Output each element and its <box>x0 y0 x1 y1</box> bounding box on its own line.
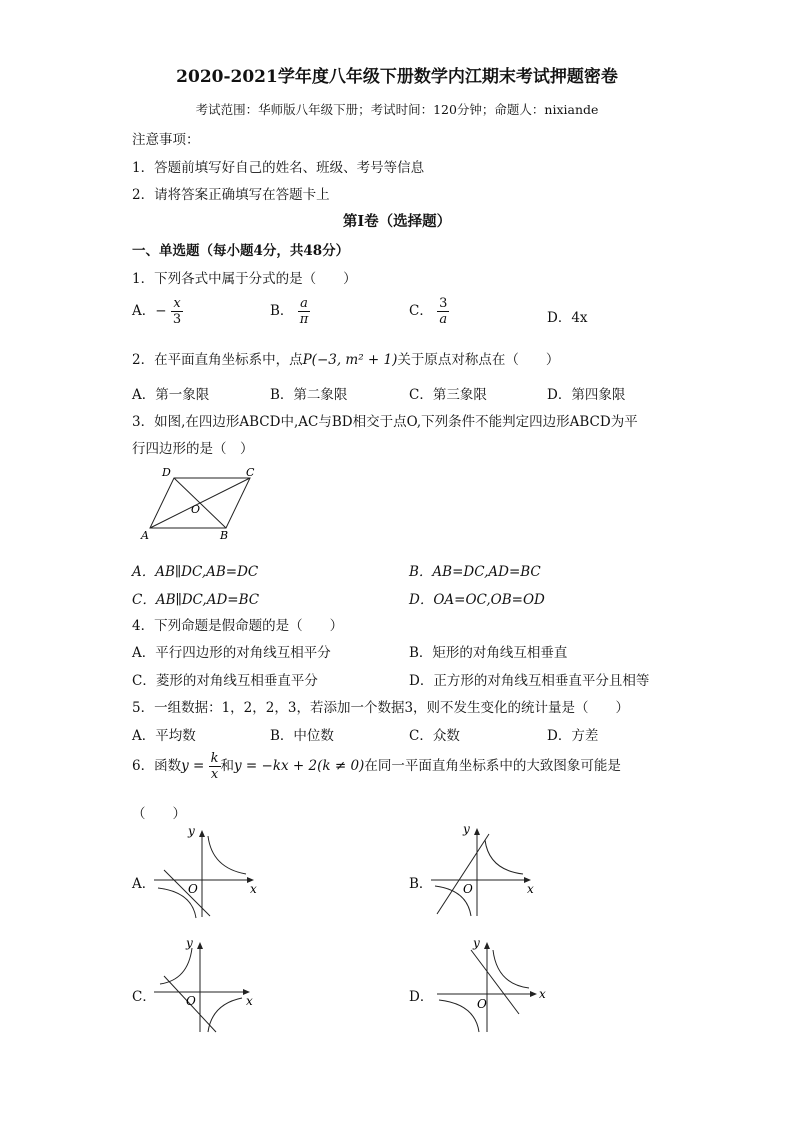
q4-option-a: A．平行四边形的对角线互相平分 <box>132 645 331 661</box>
q6-graph-b <box>427 820 539 920</box>
y-label: y <box>463 822 470 836</box>
q2-stem <box>132 348 559 368</box>
q1-stem: 1．下列各式中属于分式的是（ ） <box>132 271 357 287</box>
q1-b-num: a <box>298 296 311 312</box>
q1-option-d: D．4x <box>547 310 588 326</box>
hyperbola-branch-1 <box>160 948 192 984</box>
note-item-1: 1．答题前填写好自己的姓名、班级、考号等信息 <box>132 160 425 176</box>
hyperbola-branch-1 <box>493 950 529 988</box>
x-arrow <box>530 991 537 997</box>
y-arrow <box>199 830 205 837</box>
q4-stem: 4．下列命题是假命题的是（ ） <box>132 618 344 634</box>
q2-option-c: C．第三象限 <box>409 387 487 403</box>
q1-a-label: A． <box>132 303 156 319</box>
q6-graph-c <box>150 934 262 1034</box>
q2-option-b: B．第二象限 <box>270 387 348 403</box>
q6-func1-fraction <box>209 751 221 782</box>
q6-stem-pre: 6．函数 <box>132 758 182 774</box>
hyperbola-branch-2 <box>208 998 242 1032</box>
q2-point: P(−3, m² + 1) <box>302 352 398 368</box>
q2-option-a: A．第一象限 <box>132 387 210 403</box>
q1-c-den: a <box>439 312 448 327</box>
q1-a-fraction <box>171 296 183 327</box>
label-o: O <box>191 503 201 516</box>
origin-label: O <box>477 997 487 1011</box>
x-label: x <box>539 987 546 1001</box>
note-item-2: 2．请将答案正确填写在答题卡上 <box>132 187 330 203</box>
hyperbola-branch-1 <box>208 836 246 874</box>
q6-graph-a <box>150 822 262 920</box>
exam-subtitle: 考试范围：华师版八年级下册；考试时间：120分钟；命题人：nixiande <box>195 102 599 117</box>
x-label: x <box>250 882 257 896</box>
origin-label: O <box>463 882 473 896</box>
x-label: x <box>527 882 534 896</box>
q6-func1-lhs: y = <box>181 758 205 774</box>
q1-b-den: π <box>299 312 309 327</box>
label-b: B <box>220 529 229 542</box>
hyperbola-branch-1 <box>485 840 523 874</box>
q3-option-a: A．AB∥DC,AB=DC <box>132 564 259 580</box>
q1-b-label: B． <box>270 303 294 319</box>
q2-stem-post: 关于原点对称点在（ ） <box>397 352 560 368</box>
q2-stem-pre: 2．在平面直角坐标系中，点 <box>132 352 303 368</box>
q4-option-c: C．菱形的对角线互相垂直平分 <box>132 673 318 689</box>
y-arrow <box>484 942 490 949</box>
label-a: A <box>141 529 149 542</box>
q6-option-d-label: D． <box>409 989 434 1005</box>
y-arrow <box>197 942 203 949</box>
q6-func1-den: x <box>210 767 219 782</box>
q6-mid: 和 <box>220 758 235 774</box>
q3-option-c: C．AB∥DC,AD=BC <box>132 592 260 608</box>
q1-c-label: C． <box>409 303 433 319</box>
notes-heading: 注意事项： <box>132 132 200 148</box>
q5-option-c: C．众数 <box>409 728 460 744</box>
label-d: D <box>162 466 171 479</box>
q5-option-b: B．中位数 <box>270 728 334 744</box>
q1-option-c <box>409 296 449 327</box>
q6-answer-paren: （ ） <box>132 806 186 822</box>
q2-option-d: D．第四象限 <box>547 387 626 403</box>
y-label: y <box>473 936 480 950</box>
q5-stem: 5．一组数据：1，2，2，3，若添加一个数据3，则不发生变化的统计量是（ ） <box>132 700 630 716</box>
q3-stem-line1: 3．如图,在四边形ABCD中,AC与BD相交于点O,下列条件不能判定四边形ABCD为平 <box>132 414 638 430</box>
q1-b-fraction <box>298 296 311 327</box>
q1-a-num: x <box>171 296 183 312</box>
q6-stem <box>132 751 621 782</box>
q1-a-sign: − <box>155 303 167 319</box>
q6-graph-d <box>427 934 549 1034</box>
hyperbola-branch-2 <box>439 1000 479 1032</box>
q6-stem-post: 在同一平面直角坐标系中的大致图象可能是 <box>364 758 621 774</box>
q4-option-d: D．正方形的对角线互相垂直平分且相等 <box>409 673 650 689</box>
x-label: x <box>246 994 253 1008</box>
origin-label: O <box>186 994 196 1008</box>
line-graph <box>437 834 489 914</box>
q4-option-b: B．矩形的对角线互相垂直 <box>409 645 568 661</box>
q3-option-b: B．AB=DC,AD=BC <box>409 564 541 580</box>
q1-option-a <box>132 296 183 327</box>
q6-option-b-label: B． <box>409 876 433 892</box>
q1-c-fraction <box>437 296 449 327</box>
q6-func2: y = −kx + 2(k ≠ 0) <box>234 758 365 774</box>
q5-option-d: D．方差 <box>547 728 599 744</box>
q6-func1-num: k <box>210 751 219 766</box>
y-arrow <box>474 828 480 835</box>
q1-option-b <box>270 296 310 327</box>
origin-label: O <box>188 882 198 896</box>
line-graph <box>164 870 210 916</box>
y-label: y <box>186 936 193 950</box>
q3-parallelogram-figure <box>138 466 264 542</box>
part-heading: 一、单选题（每小题4分，共48分） <box>132 243 350 259</box>
q6-option-c-label: C． <box>132 989 156 1005</box>
q3-option-d: D．OA=OC,OB=OD <box>409 592 545 608</box>
section-title: 第I卷（选择题） <box>342 213 452 230</box>
y-label: y <box>188 824 195 838</box>
exam-title: 2020-2021学年度八年级下册数学内江期末考试押题密卷 <box>176 67 618 87</box>
q5-option-a: A．平均数 <box>132 728 196 744</box>
q6-option-a-label: A． <box>132 876 156 892</box>
q3-stem-line2: 行四边形的是（ ） <box>132 441 254 457</box>
q1-a-den: 3 <box>172 312 182 327</box>
label-c: C <box>246 466 255 479</box>
q1-c-num: 3 <box>439 296 448 311</box>
